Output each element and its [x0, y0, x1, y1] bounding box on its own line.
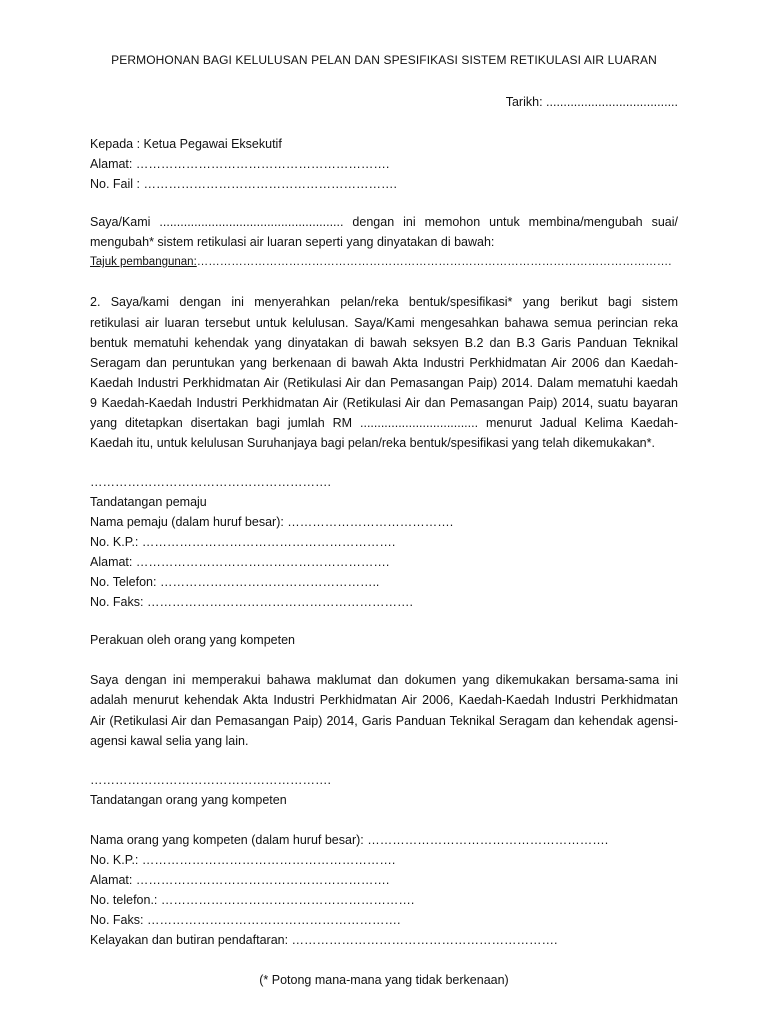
- developer-name-field: Nama pemaju (dalam huruf besar): ………………………………….: [90, 515, 454, 529]
- paragraph-1-line-1: Saya/Kami ..................................................... dengan ini memohon untuk membina/mengubah suai/: [90, 215, 678, 229]
- developer-signature-line: ………………………………………………….: [90, 475, 331, 489]
- address-line: Alamat: …………………………………………………….: [90, 157, 390, 171]
- competent-phone-field: No. telefon.: …………………………………………………….: [90, 893, 415, 907]
- project-title-dots: …………………………………………………………………………………………………………….: [196, 256, 672, 268]
- form-page: [90, 0, 678, 1024]
- project-title-line: [90, 254, 671, 270]
- paragraph-2-line-6: 9 Kaedah-Kaedah Industri Perkhidmatan Air (Retikulasi Air dan Pemasangan Paip) 2014, suatu bayaran: [90, 396, 678, 410]
- certification-heading: Perakuan oleh orang yang kompeten: [90, 633, 296, 647]
- competent-signature-label: Tandatangan orang yang kompeten: [90, 793, 287, 807]
- paragraph-3-line-2: adalah menurut kehendak Akta Industri Perkhidmatan Air 2006, Kaedah-Kaedah Industri Perkhidmatan: [90, 693, 678, 707]
- paragraph-2-line-1: 2. Saya/kami dengan ini menyerahkan pelan/reka bentuk/spesifikasi* yang berikut bagi sistem: [90, 295, 678, 309]
- developer-address-field: Alamat: …………………………………………………….: [90, 555, 390, 569]
- competent-fax-field: No. Faks: …………………………………………………….: [90, 913, 401, 927]
- paragraph-2-line-8: Kaedah itu, untuk kelulusan Suruhanjaya bagi pelan/reka bentuk/spesifikasi yang telah dikemukakan*.: [90, 436, 655, 450]
- developer-signature-label: Tandatangan pemaju: [90, 495, 207, 509]
- developer-phone-field: No. Telefon: ……………………………………………..: [90, 575, 380, 589]
- project-title-label: Tajuk pembangunan:: [90, 256, 197, 268]
- paragraph-3-line-4: agensi kawal selia yang lain.: [90, 734, 249, 748]
- page-title: PERMOHONAN BAGI KELULUSAN PELAN DAN SPESIFIKASI SISTEM RETIKULASI AIR LUARAN: [111, 53, 657, 67]
- competent-qualification-field: Kelayakan dan butiran pendaftaran: ……………………………………………………….: [90, 933, 558, 947]
- footnote: (* Potong mana-mana yang tidak berkenaan): [259, 973, 509, 987]
- file-number-line: No. Fail : …………………………………………………….: [90, 177, 397, 191]
- paragraph-3-line-3: Air (Retikulasi Air dan Pemasangan Paip) 2014, Garis Panduan Teknikal Seragam dan kehendak agensi-: [90, 714, 678, 728]
- paragraph-2-line-3: bentuk mematuhi kehendak yang dinyatakan di bawah seksyen B.2 dan B.3 Garis Panduan Teknikal: [90, 336, 678, 350]
- recipient-line: Kepada : Ketua Pegawai Eksekutif: [90, 137, 282, 151]
- paragraph-2-line-4: Seragam dan peruntukan yang berkenaan di bawah Akta Industri Perkhidmatan Air 2006 dan Kaedah-: [90, 356, 678, 370]
- paragraph-2-line-5: Kaedah Industri Perkhidmatan Air (Retikulasi Air dan Pemasangan Paip) 2014. Dalam mematuhi kaedah: [90, 376, 678, 390]
- competent-name-field: Nama orang yang kompeten (dalam huruf besar): ………………………………………………….: [90, 833, 609, 847]
- paragraph-3-line-1: Saya dengan ini memperakui bahawa maklumat dan dokumen yang dikemukakan bersama-sama ini: [90, 673, 678, 687]
- competent-signature-line: ………………………………………………….: [90, 773, 331, 787]
- paragraph-1-line-2: mengubah* sistem retikulasi air luaran seperti yang dinyatakan di bawah:: [90, 235, 495, 249]
- date-field: Tarikh: ......................................: [505, 95, 678, 109]
- competent-address-field: Alamat: …………………………………………………….: [90, 873, 390, 887]
- competent-ic-field: No. K.P.: …………………………………………………….: [90, 853, 396, 867]
- developer-fax-field: No. Faks: ……………………………………………………….: [90, 595, 413, 609]
- paragraph-2-line-7: yang ditetapkan disertakan bagi jumlah RM .................................. menurut Jadual Kelima Kaedah-: [90, 416, 678, 430]
- paragraph-2-line-2: retikulasi air luaran tersebut untuk kelulusan. Saya/Kami mengesahkan bahawa semua perincian reka: [90, 316, 678, 330]
- developer-ic-field: No. K.P.: …………………………………………………….: [90, 535, 396, 549]
